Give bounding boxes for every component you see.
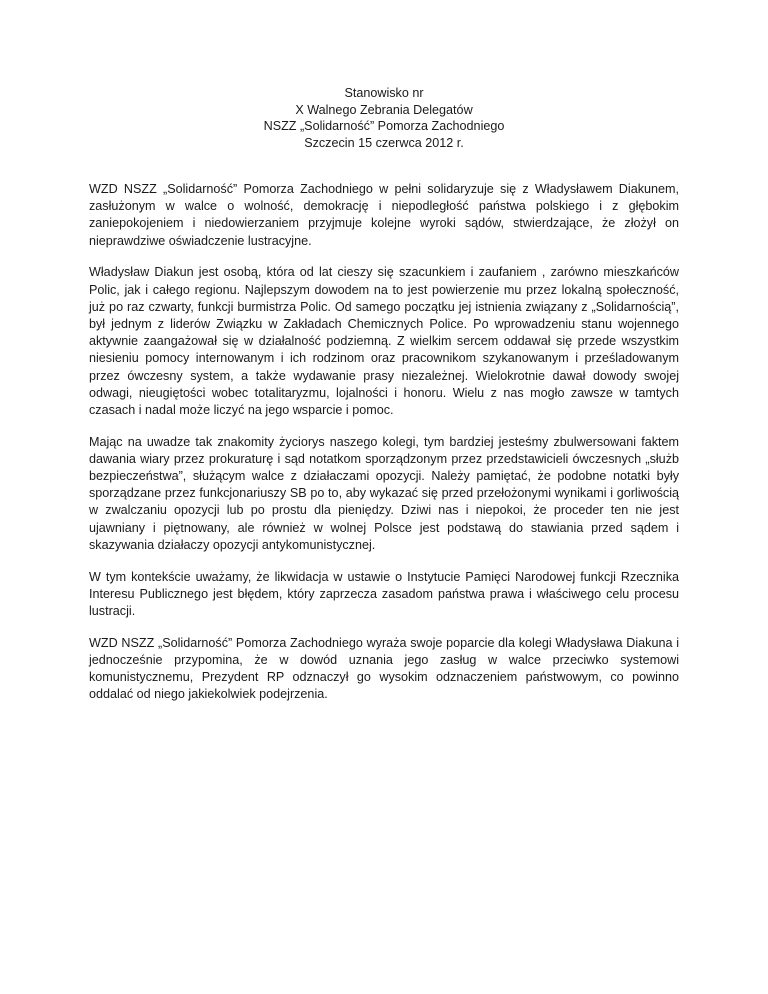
document-page [89,85,679,718]
header-organization: NSZZ „Solidarność” Pomorza Zachodniego [263,119,505,133]
paragraph-outrage: Mając na uwadze tak znakomity życiorys naszego kolegi, tym bardziej jesteśmy zbulwersowani faktem dawania wiary przez prokuraturę i sąd notatkom sporządzonym przez przedstawicieli ówczesnych „służb bezpieczeństwa”, służącym walce z działaczami opozycji. Należy pamiętać, że podobne notatki były sporządzane przez funkcjonariuszy SB po to, aby wykazać się przed przełożonymi wynikami i gorliwością w zwalczaniu opozycji lub po prostu dla pieniędzy. Dziwi nas i niepokoi, że proceder ten nie jest ujawniany i piętnowany, ale również w wolnej Polsce jest podstawą do stawiania przed sądem i skazywania działaczy opozycji antykomunistycznej. [89,434,679,552]
paragraph-support: WZD NSZZ „Solidarność” Pomorza Zachodniego wyraża swoje poparcie dla kolegi Władysława Diakuna i jednocześnie przypomina, że w dowód uznania jego zasług w walce przeciwko systemowi komunistycznemu, Prezydent RP odznaczył go wysokim odznaczeniem państwowym, co powinno oddalać od niego jakiekolwiek podejrzenia. [89,635,679,702]
header-assembly: X Walnego Zebrania Delegatów [295,102,473,117]
document-header [89,85,679,151]
paragraph-solidarity: WZD NSZZ „Solidarność” Pomorza Zachodniego w pełni solidaryzuje się z Władysławem Diakunem, zasłużonym w walce o wolność, demokrację i niepodległość państwa polskiego i z głębokim zaniepokojeniem i niedowierzaniem przyjmuje kolejne wyroki sądów, stwierdzające, że złożył on nieprawdziwe oświadczenie lustracyjne. [89,182,679,248]
header-title: Stanowisko nr [344,86,424,100]
header-date-place: Szczecin 15 czerwca 2012 r. [304,135,464,150]
paragraph-biography: Władysław Diakun jest osobą, która od lat cieszy się szacunkiem i zaufaniem , zarówno mieszkańców Polic, jak i całego regionu. Najlepszym dowodem na to jest powierzenie mu przez lokalną społeczność, już po raz czwarty, funkcji burmistrza Polic. Od samego początku jej istnienia związany z „Solidarnością”, był jednym z liderów Związku w Zakładach Chemicznych Police. Po wprowadzeniu stanu wojennego aktywnie zaangażował się w działalność podziemną. Z wielkim sercem oddawał się przede wszystkim niesieniu pomocy internowanym i ich rodzinom oraz pracownikom szykanowanym i prześladowanym przez ówczesny system, a także wydawanie prasy niezależnej. Wielokrotnie dawał dowody swojej odwagi, nieugiętości wobec totalitaryzmu, lojalności i honoru. Wielu z nas mogło zawsze w tamtych czasach i nadal może liczyć na jego wsparcie i pomoc. [89,265,679,417]
paragraph-ipn-law: W tym kontekście uważamy, że likwidacja w ustawie o Instytucie Pamięci Narodowej funkcji Rzecznika Interesu Publicznego jest błędem, który zaprzecza zasadom państwa prawa i właściwego celu procesu lustracji. [89,569,679,618]
